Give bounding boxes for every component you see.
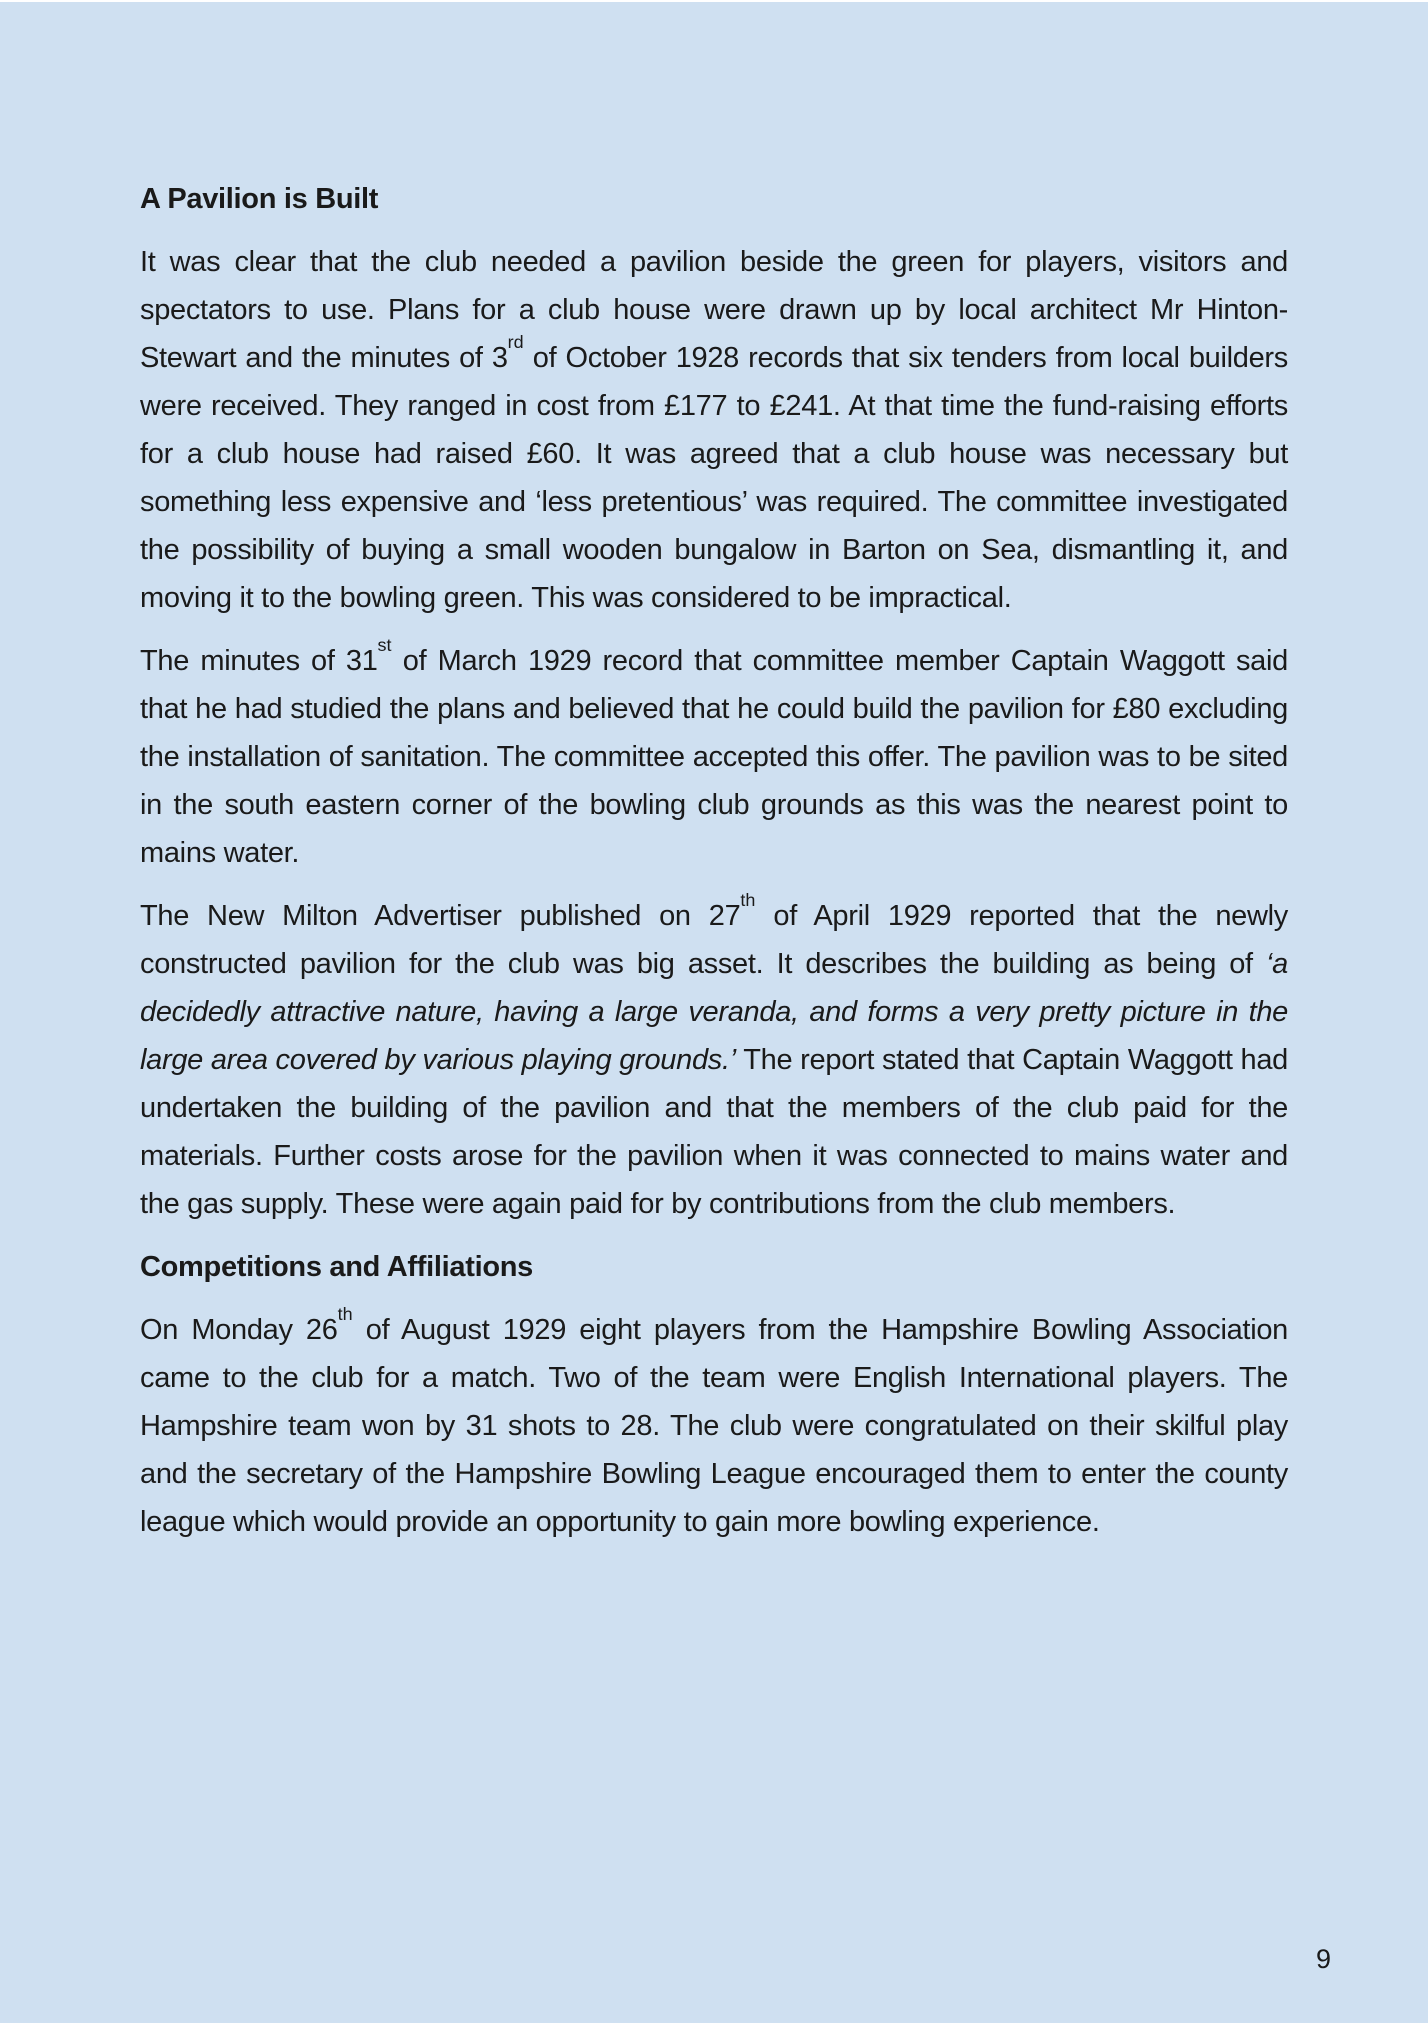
- text-run: It was clear that the club needed a pavilion beside the green for players, visitors and spectators to use. Plans for a club house were drawn up by local architect Mr Hinton-Stewart and the minutes of 3: [140, 246, 1288, 374]
- text-run: The New Milton Advertiser published on 27: [140, 900, 741, 932]
- ordinal-superscript: rd: [507, 331, 524, 352]
- paragraph-pavilion-1: [140, 238, 1288, 622]
- text-run: of March 1929 record that committee member Captain Waggott said that he had studied the plans and believed that he could build the pavilion for £80 excluding the installation of sanitation. The committee accepted this offer. The pavilion was to be sited in the south eastern corner of the bowling club grounds as this was the nearest point to mains water.: [140, 645, 1288, 869]
- text-run: On Monday 26: [140, 1314, 338, 1346]
- ordinal-superscript: st: [377, 634, 392, 655]
- section-heading-competitions: Competitions and Affiliations: [140, 1251, 533, 1283]
- text-run: The report stated that Captain Waggott had undertaken the building of the pavilion and that the members of the club paid for the materials. Further costs arose for the pavilion when it was connected to mains water and the gas supply. These were again paid for by contributions from the club members.: [140, 1044, 1288, 1220]
- paragraph-pavilion-3: [140, 889, 1288, 1228]
- paragraph-competitions-1: [140, 1303, 1288, 1546]
- text-run: The minutes of 31: [140, 645, 378, 677]
- page-content: [140, 175, 1288, 1561]
- document-page: [0, 2, 1428, 2023]
- paragraph-pavilion-2: [140, 634, 1288, 877]
- text-run: of April 1929 reported that the newly constructed pavilion for the club was big asset. It describes the building as being of: [140, 900, 1288, 980]
- quotation-italic: ‘a decidedly attractive nature, having a large veranda, and forms a very pretty picture in the large area covered by various playing grounds.’: [140, 948, 1288, 1076]
- page-number: 9: [1316, 1944, 1332, 1974]
- text-run: of August 1929 eight players from the Hampshire Bowling Association came to the club for a match. Two of the team were English International players. The Hampshire team won by 31 shots to 28. The club were congratulated on their skilful play and the secretary of the Hampshire Bowling League encouraged them to enter the county league which would provide an opportunity to gain more bowling experience.: [140, 1314, 1288, 1538]
- text-run: of October 1928 records that six tenders from local builders were received. They ranged in cost from £177 to £241. At that time the fund-raising efforts for a club house had raised £60. It was agreed that a club house was necessary but something less expensive and ‘less pretentious’ was required. The committee investigated the possibility of buying a small wooden bungalow in Barton on Sea, dismantling it, and moving it to the bowling green. This was considered to be impractical.: [140, 342, 1288, 614]
- ordinal-superscript: th: [337, 1303, 353, 1324]
- ordinal-superscript: th: [740, 889, 756, 910]
- section-heading-pavilion: A Pavilion is Built: [140, 183, 379, 215]
